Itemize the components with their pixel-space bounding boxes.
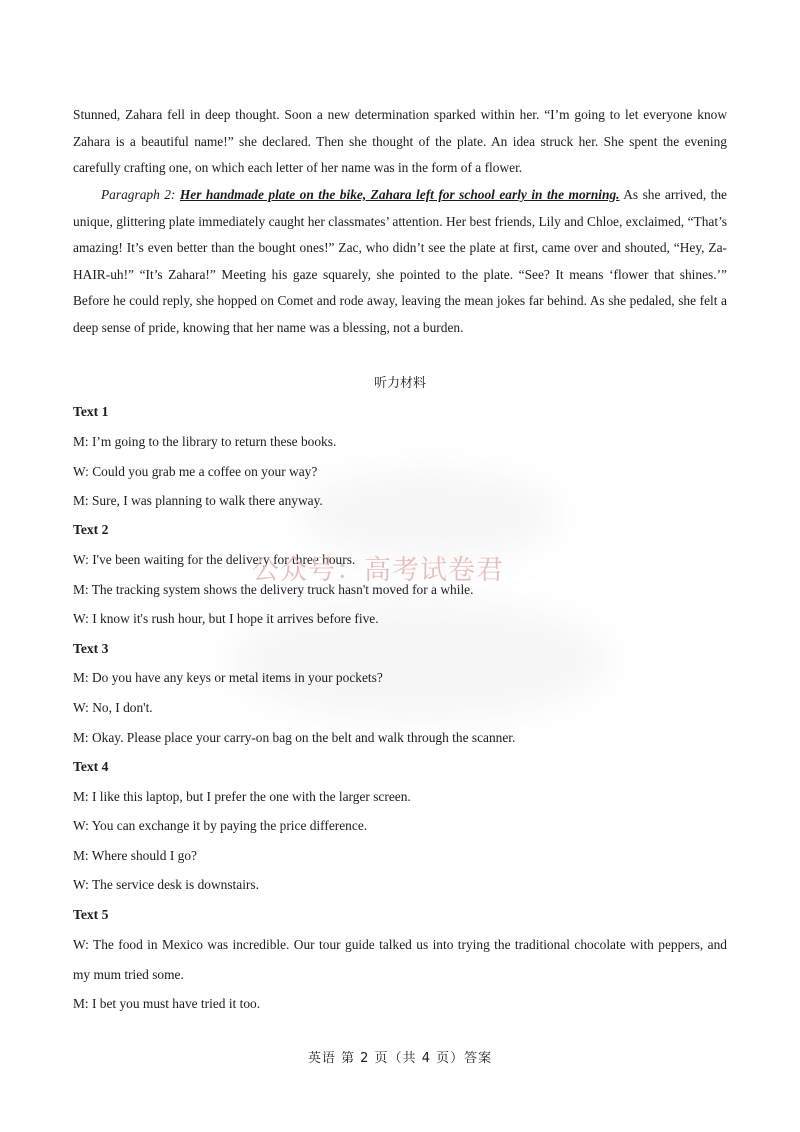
- dialogue-line: M: The tracking system shows the delivery truck hasn't moved for a while.: [73, 582, 474, 597]
- dialogue-line: M: Do you have any keys or metal items in your pockets?: [73, 670, 383, 685]
- dialogue-line: W: No, I don't.: [73, 700, 153, 715]
- watermark: 公众号：高考试卷君: [252, 555, 504, 586]
- dialogue-line: W: You can exchange it by paying the price difference.: [73, 818, 368, 833]
- dialogue-line: M: I bet you must have tried it too.: [73, 996, 261, 1011]
- dialogue-line: W: I've been waiting for the delivery for three hours.: [73, 552, 356, 567]
- text-heading: Text 1: [73, 404, 109, 419]
- dialogue-line: M: Where should I go?: [73, 848, 197, 863]
- dialogue-line: W: The food in Mexico was incredible. Our tour guide talked us into trying the traditional chocolate with peppers, and my mum tried some.: [73, 937, 727, 982]
- listening-section-title: 听力材料: [373, 376, 426, 391]
- dialogue-line: M: I’m going to the library to return these books.: [73, 434, 337, 449]
- paragraph-label: Paragraph 2:: [101, 187, 176, 202]
- dialogue-line: M: Okay. Please place your carry-on bag on the belt and walk through the scanner.: [73, 730, 516, 745]
- paragraph-opening-sentence: Her handmade plate on the bike, Zahara left for school early in the morning.: [179, 187, 620, 202]
- dialogue-line: M: Sure, I was planning to walk there anyway.: [73, 493, 323, 508]
- paragraph-body: As she arrived, the unique, glittering plate immediately caught her classmates’ attention. Her best friends, Lily and Chloe, exclaimed, “That’s amazing! It’s even better than the bought ones!” Zac, who didn’t see the plate at first, came over and shouted, “Hey, Za-HAIR-uh!” “It’s Zahara!” Meeting his gaze squarely, she pointed to the plate. “See? It means ‘flower that shines.’” Before he could reply, she hopped on Comet and rode away, leaving the mean jokes far behind. As she pedaled, she felt a deep sense of pride, knowing that her name was a blessing, not a burden.: [73, 187, 727, 335]
- text-heading: Text 2: [73, 522, 109, 537]
- text-heading: Text 3: [73, 641, 109, 656]
- scan-smudge: [300, 470, 560, 560]
- dialogue-line: W: The service desk is downstairs.: [73, 877, 259, 892]
- story-paragraph-1: Stunned, Zahara fell in deep thought. Soon a new determination sparked within her. “I’m going to let everyone know Zahara is a beautiful name!” she declared. Then she thought of the plate. An idea struck her. She spent the evening carefully crafting one, on which each letter of her name was in the form of a flower.: [73, 107, 727, 176]
- text-heading: Text 5: [73, 907, 109, 922]
- text-heading: Text 4: [73, 759, 109, 774]
- dialogue-line: W: Could you grab me a coffee on your way?: [73, 464, 318, 479]
- dialogue-line: W: I know it's rush hour, but I hope it arrives before five.: [73, 611, 379, 626]
- page-footer: 英语 第 2 页（共 4 页）答案: [307, 1051, 493, 1066]
- story-paragraph-2: [73, 182, 727, 342]
- dialogue-line: M: I like this laptop, but I prefer the one with the larger screen.: [73, 789, 411, 804]
